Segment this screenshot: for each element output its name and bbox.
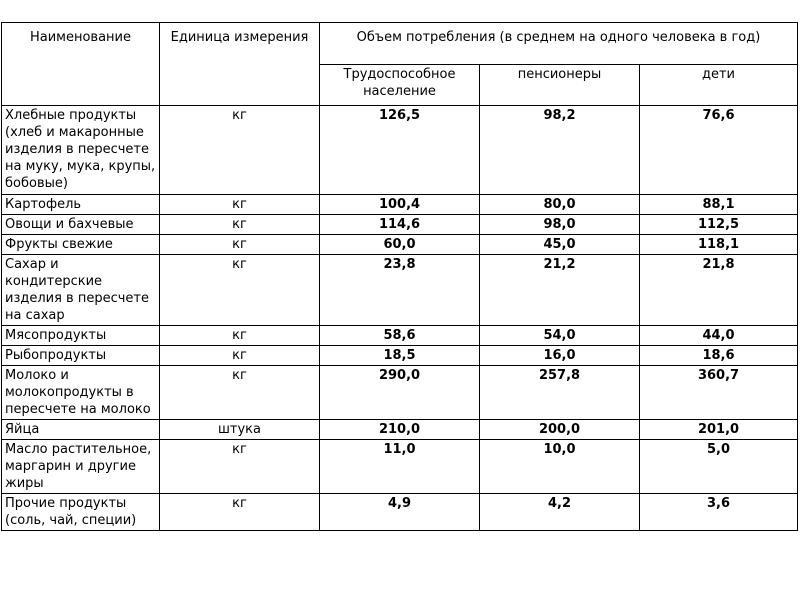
row-children-value: 5,0: [640, 440, 798, 494]
table-row: [2, 366, 798, 420]
row-children-value: 76,6: [640, 106, 798, 195]
row-unit-cell: кг: [160, 235, 320, 255]
row-children-value: 360,7: [640, 366, 798, 420]
table-row: [2, 346, 798, 366]
header-unit: Единица измерения: [160, 23, 320, 106]
row-working-value: 290,0: [320, 366, 480, 420]
table-row: [2, 255, 798, 326]
row-working-value: 58,6: [320, 326, 480, 346]
row-unit-cell: штука: [160, 420, 320, 440]
row-name-cell: Фрукты свежие: [2, 235, 160, 255]
header-working: Трудоспособное население: [320, 65, 480, 106]
table-row: [2, 195, 798, 215]
row-children-value: 18,6: [640, 346, 798, 366]
row-working-value: 11,0: [320, 440, 480, 494]
row-unit-cell: кг: [160, 366, 320, 420]
row-pensioners-value: 257,8: [480, 366, 640, 420]
row-pensioners-value: 98,2: [480, 106, 640, 195]
table-row: [2, 420, 798, 440]
row-working-value: 126,5: [320, 106, 480, 195]
row-unit-cell: кг: [160, 106, 320, 195]
row-working-value: 60,0: [320, 235, 480, 255]
row-name-cell: Масло растительное, маргарин и другие жиры: [2, 440, 160, 494]
row-pensioners-value: 10,0: [480, 440, 640, 494]
row-working-value: 210,0: [320, 420, 480, 440]
table-row: [2, 215, 798, 235]
row-unit-cell: кг: [160, 255, 320, 326]
row-children-value: 21,8: [640, 255, 798, 326]
consumption-table-container: [0, 22, 800, 531]
row-unit-cell: кг: [160, 326, 320, 346]
row-pensioners-value: 16,0: [480, 346, 640, 366]
row-name-cell: Мясопродукты: [2, 326, 160, 346]
row-pensioners-value: 21,2: [480, 255, 640, 326]
row-pensioners-value: 4,2: [480, 494, 640, 531]
row-pensioners-value: 54,0: [480, 326, 640, 346]
table-row: [2, 106, 798, 195]
row-unit-cell: кг: [160, 346, 320, 366]
row-working-value: 4,9: [320, 494, 480, 531]
row-children-value: 201,0: [640, 420, 798, 440]
header-children: дети: [640, 65, 798, 106]
header-row-1: [2, 23, 798, 65]
row-pensioners-value: 45,0: [480, 235, 640, 255]
row-children-value: 3,6: [640, 494, 798, 531]
row-working-value: 18,5: [320, 346, 480, 366]
row-unit-cell: кг: [160, 494, 320, 531]
consumption-table: [1, 22, 798, 531]
row-working-value: 23,8: [320, 255, 480, 326]
table-body: [2, 106, 798, 531]
row-children-value: 118,1: [640, 235, 798, 255]
row-unit-cell: кг: [160, 195, 320, 215]
table-row: [2, 440, 798, 494]
header-pensioners: пенсионеры: [480, 65, 640, 106]
table-row: [2, 326, 798, 346]
table-row: [2, 494, 798, 531]
row-name-cell: Хлебные продукты (хлеб и макаронные изделия в пересчете на муку, мука, крупы, бобовые): [2, 106, 160, 195]
header-name: Наименование: [2, 23, 160, 106]
row-name-cell: Рыбопродукты: [2, 346, 160, 366]
row-children-value: 44,0: [640, 326, 798, 346]
row-pensioners-value: 200,0: [480, 420, 640, 440]
row-pensioners-value: 80,0: [480, 195, 640, 215]
row-unit-cell: кг: [160, 440, 320, 494]
row-working-value: 100,4: [320, 195, 480, 215]
header-consumption: Объем потребления (в среднем на одного человека в год): [320, 23, 798, 65]
row-children-value: 88,1: [640, 195, 798, 215]
row-name-cell: Прочие продукты (соль, чай, специи): [2, 494, 160, 531]
row-unit-cell: кг: [160, 215, 320, 235]
row-working-value: 114,6: [320, 215, 480, 235]
row-name-cell: Овощи и бахчевые: [2, 215, 160, 235]
row-name-cell: Молоко и молокопродукты в пересчете на молоко: [2, 366, 160, 420]
row-name-cell: Сахар и кондитерские изделия в пересчете на сахар: [2, 255, 160, 326]
row-name-cell: Яйца: [2, 420, 160, 440]
table-row: [2, 235, 798, 255]
row-pensioners-value: 98,0: [480, 215, 640, 235]
row-children-value: 112,5: [640, 215, 798, 235]
row-name-cell: Картофель: [2, 195, 160, 215]
